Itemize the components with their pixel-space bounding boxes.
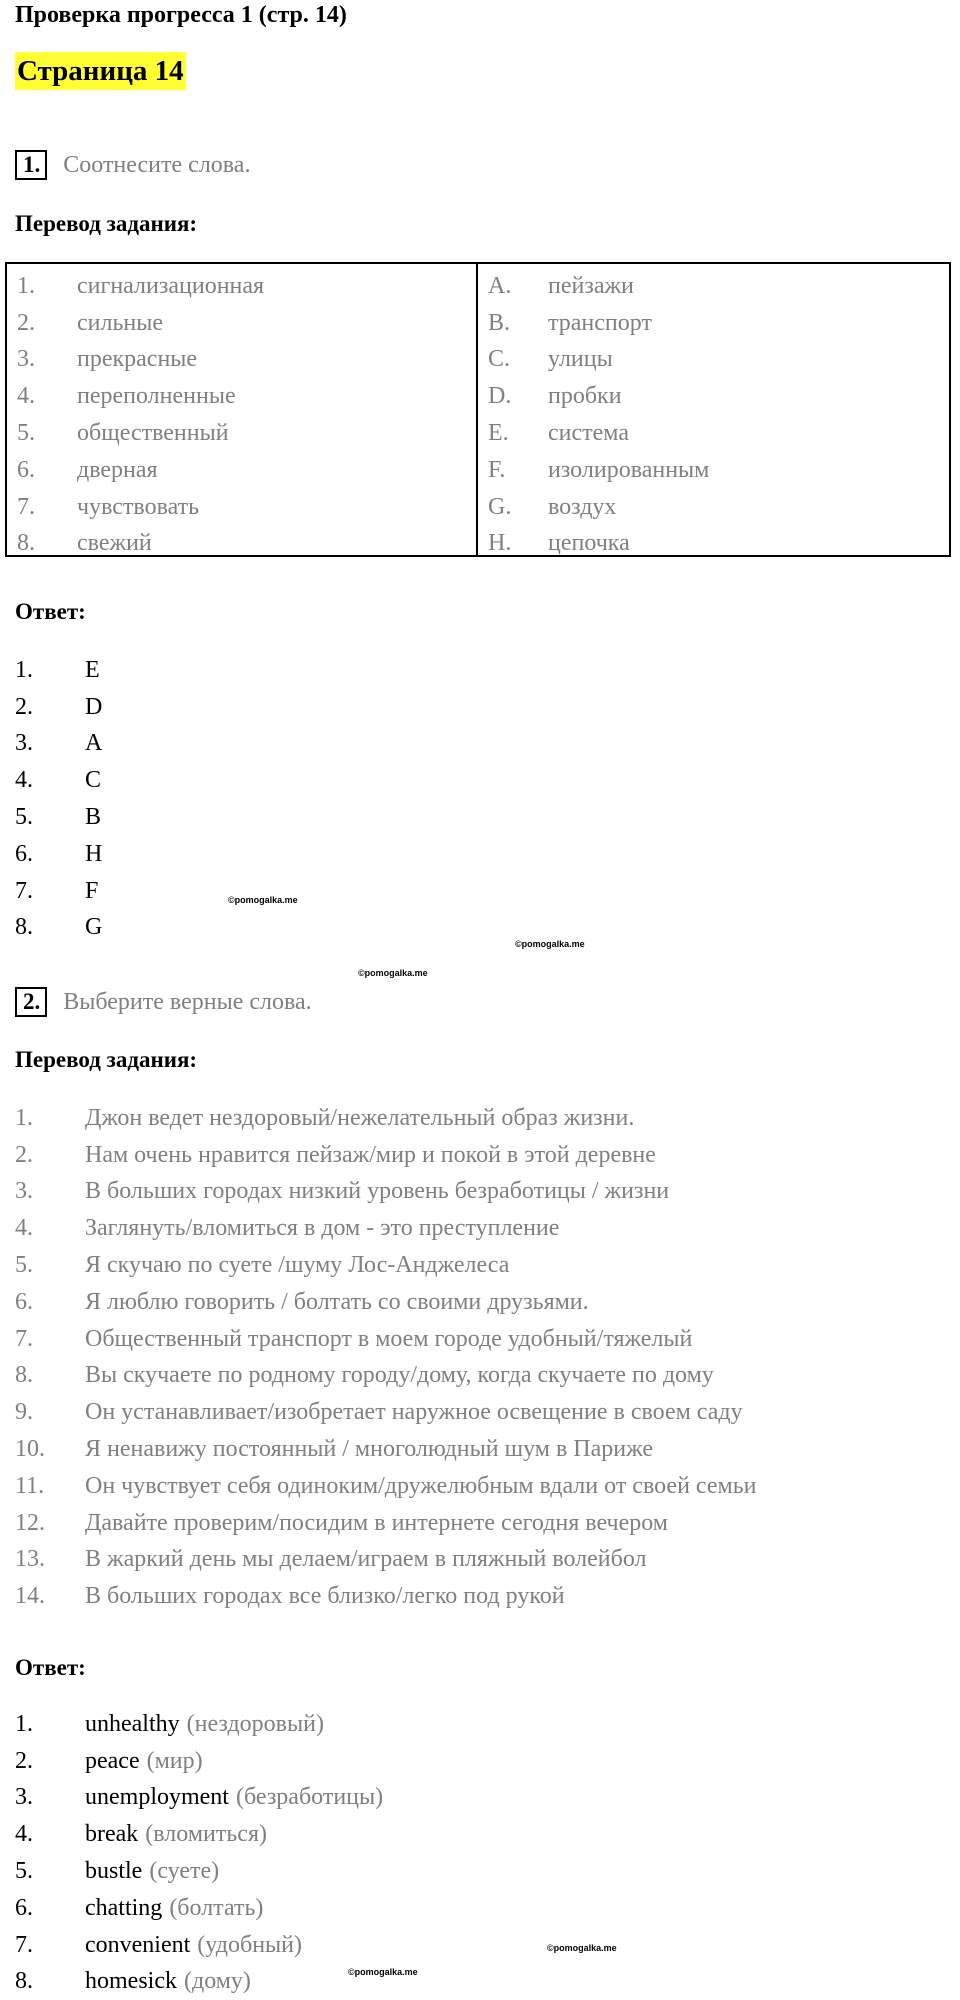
match-right-row: E. система (488, 420, 629, 447)
sentence-item: 7. Общественный транспорт в моем городе удобный/тяжелый (15, 1325, 693, 1352)
match-right-row: F. изолированным (488, 456, 710, 483)
answer-item: 8. homesick (дому) (15, 1968, 251, 1995)
sentence-item: 3. В больших городах низкий уровень безработицы / жизни (15, 1178, 670, 1205)
task-2-instruction: Выберите верные слова. (63, 988, 312, 1015)
answer-item: 2. peace (мир) (15, 1747, 203, 1774)
answer-item: 3. A (15, 730, 103, 757)
answer-item: 6. chatting (болтать) (15, 1894, 264, 1921)
watermark: ©pomogalka.me (547, 1943, 617, 1953)
answer-item: 5. B (15, 804, 102, 831)
match-right-row: H. цепочка (488, 530, 630, 557)
answer-item: 2. D (15, 693, 103, 720)
answer-item: 1. E (15, 656, 100, 683)
match-right-row: C. улицы (488, 346, 613, 373)
page-heading: Страница 14 (15, 52, 186, 90)
match-right-row: A. пейзажи (488, 272, 634, 299)
match-left-row: 7. чувствовать (17, 493, 200, 520)
task-2-sentence-list (15, 1100, 756, 1615)
document-title: Проверка прогресса 1 (стр. 14) (15, 2, 347, 28)
sentence-item: 1. Джон ведет нездоровый/нежелательный образ жизни. (15, 1104, 635, 1131)
sentence-item: 11. Он чувствует себя одиноким/дружелюбным вдали от своей семьи (15, 1472, 757, 1499)
watermark: ©pomogalka.me (348, 1967, 418, 1977)
match-left-row: 8. свежий (17, 530, 152, 557)
match-left-row: 4. переполненные (17, 383, 236, 410)
task-2-translation-heading: Перевод задания: (15, 1047, 198, 1072)
match-left-row: 1. сигнализационная (17, 272, 265, 299)
task-2-answer-list (15, 1706, 383, 2000)
task-1-answer-list (15, 652, 102, 946)
answer-item: 5. bustle (суете) (15, 1858, 220, 1885)
answer-item: 6. H (15, 840, 103, 867)
match-right-row: B. транспорт (488, 309, 652, 336)
sentence-item: 14. В больших городах все близко/легко под рукой (15, 1583, 565, 1610)
sentence-item: 4. Заглянуть/вломиться в дом - это преступление (15, 1215, 560, 1242)
task-1-number: 1. (15, 150, 47, 180)
sentence-item: 9. Он устанавливает/изобретает наружное освещение в своем саду (15, 1399, 743, 1426)
matching-table (5, 262, 951, 557)
match-left-row: 6. дверная (17, 456, 158, 483)
matching-left-column (7, 264, 478, 555)
sentence-item: 8. Вы скучаете по родному городу/дому, когда скучаете по дому (15, 1362, 714, 1389)
answer-item: 1. unhealthy (нездоровый) (15, 1710, 324, 1737)
task-2-instruction-line (15, 987, 312, 1017)
answer-item: 3. unemployment (безработицы) (15, 1784, 384, 1811)
answer-item: 7. F (15, 877, 99, 904)
watermark: ©pomogalka.me (228, 895, 298, 905)
match-left-row: 3. прекрасные (17, 346, 198, 373)
task-1-answer-heading: Ответ: (15, 599, 86, 624)
sentence-item: 2. Нам очень нравится пейзаж/мир и покой в этой деревне (15, 1141, 656, 1168)
watermark: ©pomogalka.me (515, 939, 585, 949)
task-1-instruction-line (15, 150, 250, 180)
match-right-row: G. воздух (488, 493, 617, 520)
task-2-number: 2. (15, 987, 47, 1017)
matching-right-column (478, 264, 949, 555)
answer-item: 4. C (15, 767, 102, 794)
match-right-row: D. пробки (488, 383, 622, 410)
watermark: ©pomogalka.me (358, 968, 428, 978)
sentence-item: 5. Я скучаю по суете /шуму Лос-Анджелеса (15, 1252, 510, 1279)
task-1-translation-heading: Перевод задания: (15, 211, 198, 236)
sentence-item: 6. Я люблю говорить / болтать со своими друзьями. (15, 1288, 589, 1315)
task-1-instruction: Соотнесите слова. (63, 151, 251, 178)
sentence-item: 13. В жаркий день мы делаем/играем в пляжный волейбол (15, 1546, 647, 1573)
answer-item: 7. convenient (удобный) (15, 1931, 303, 1958)
sentence-item: 10. Я ненавижу постоянный / многолюдный шум в Париже (15, 1436, 654, 1463)
task-2-answer-heading: Ответ: (15, 1655, 86, 1680)
sentence-item: 12. Давайте проверим/посидим в интернете сегодня вечером (15, 1509, 668, 1536)
match-left-row: 2. сильные (17, 309, 164, 336)
answer-item: 4. break (вломиться) (15, 1821, 267, 1848)
match-left-row: 5. общественный (17, 420, 229, 447)
answer-item: 8. G (15, 914, 103, 941)
